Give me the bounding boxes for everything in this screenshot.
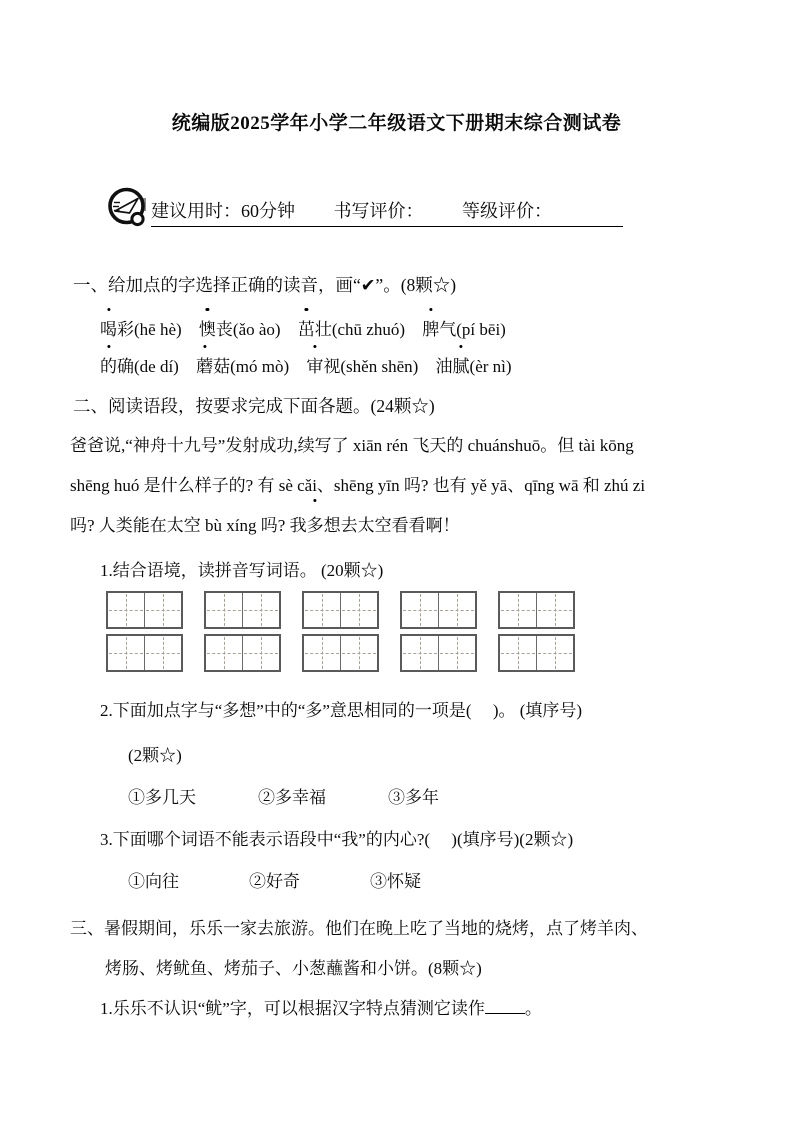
dotted-char: 蘑 xyxy=(196,352,213,377)
timer-paper-plane-icon xyxy=(106,185,150,234)
option-item: ①向往 xyxy=(128,872,179,891)
writing-grid-cell[interactable] xyxy=(500,636,536,670)
suggested-time-label: 建议用时：60分钟 xyxy=(151,201,295,221)
passage-line-3: 吗? 人类能在太空 bù xíng 吗? 我多想去太空看看啊！ xyxy=(70,506,730,546)
writing-grid-box[interactable] xyxy=(302,591,379,629)
paper-title: 统编版2025学年小学二年级语文下册期末综合测试卷 xyxy=(171,113,622,134)
q1-label: 1.结合语境，读拼音写词语。 (20颗☆) xyxy=(100,561,384,580)
pinyin-word: 茁壮(chū zhuó) xyxy=(298,315,405,340)
writing-grid-cell[interactable] xyxy=(438,636,475,670)
writing-grid-cell[interactable] xyxy=(340,636,377,670)
writing-grid-cell[interactable] xyxy=(304,636,340,670)
dotted-char: 腻 xyxy=(453,352,470,377)
paper-header-row xyxy=(106,185,793,227)
handwriting-rating-label: 书写评价： xyxy=(333,201,424,221)
dotted-char: 多 xyxy=(307,506,324,546)
q3-options xyxy=(128,867,793,892)
writing-grid-cell[interactable] xyxy=(206,593,242,627)
dotted-char: 懊 xyxy=(199,315,216,340)
writing-grid-cell[interactable] xyxy=(500,593,536,627)
dotted-char: 脾 xyxy=(422,315,439,340)
q2-label: 2.下面加点字与“多想”中的“多”意思相同的一项是( )。 (填序号) xyxy=(100,701,583,720)
pinyin-word: 的确(de dí) xyxy=(100,352,179,377)
pinyin-word: 油腻(èr nì) xyxy=(436,352,512,377)
writing-grid-cell[interactable] xyxy=(340,593,377,627)
q2-score: (2颗☆) xyxy=(128,746,182,765)
answer-blank-line[interactable] xyxy=(485,996,525,1014)
writing-grid-cell[interactable] xyxy=(242,593,279,627)
writing-grid-box[interactable] xyxy=(204,634,281,672)
option-item: ①多几天 xyxy=(128,788,196,807)
pinyin-word: 喝彩(hē hè) xyxy=(100,315,182,340)
writing-grid-cell[interactable] xyxy=(108,593,144,627)
writing-grid-cell[interactable] xyxy=(144,593,181,627)
writing-grid-box[interactable] xyxy=(302,634,379,672)
writing-grid-box[interactable] xyxy=(400,634,477,672)
passage-line-1: 爸爸说,“神舟十九号”发射成功,续写了 xiān rén 飞天的 chuánshuō。但 tài kōng xyxy=(70,436,634,455)
writing-grid-box[interactable] xyxy=(106,591,183,629)
section1-heading: 一、给加点的字选择正确的读音，画“✔”。(8颗☆) xyxy=(73,275,457,295)
writing-grid-cell[interactable] xyxy=(402,593,438,627)
writing-grid-box[interactable] xyxy=(498,634,575,672)
writing-grid-cell[interactable] xyxy=(438,593,475,627)
header-underline xyxy=(151,197,623,227)
pinyin-word: 审视(shěn shēn) xyxy=(306,352,418,377)
writing-grid-box[interactable] xyxy=(498,591,575,629)
passage-line-2: shēng huó 是什么样子的? 有 sè cǎi、shēng yīn 吗? 也有 yě yā、qīng wā 和 zhú zi xyxy=(70,476,646,495)
writing-grid-box[interactable] xyxy=(106,634,183,672)
section3-heading-line2: 烤肠、烤鱿鱼、烤茄子、小葱蘸酱和小饼。(8颗☆) xyxy=(105,959,482,978)
writing-grid-cell[interactable] xyxy=(108,636,144,670)
writing-grid-cell[interactable] xyxy=(242,636,279,670)
writing-grid-cell[interactable] xyxy=(206,636,242,670)
dotted-char: 茁 xyxy=(298,315,315,340)
writing-grid-box[interactable] xyxy=(204,591,281,629)
grade-rating-label: 等级评价： xyxy=(462,201,552,221)
writing-grid-cell[interactable] xyxy=(402,636,438,670)
section2-heading: 二、阅读语段，按要求完成下面各题。(24颗☆) xyxy=(73,396,435,416)
dotted-char: 审 xyxy=(306,352,323,377)
writing-grid-cell[interactable] xyxy=(304,593,340,627)
writing-grid-row-1 xyxy=(106,591,793,629)
pinyin-row-2 xyxy=(100,340,793,377)
writing-grid-cell[interactable] xyxy=(144,636,181,670)
q3-label: 3.下面哪个词语不能表示语段中“我”的内心?( )(填序号)(2颗☆) xyxy=(100,830,574,849)
pinyin-row-1 xyxy=(100,303,793,340)
q2-options xyxy=(128,783,793,808)
reading-passage xyxy=(70,426,730,546)
pinyin-word: 懊丧(ǎo ào) xyxy=(199,315,281,340)
writing-grid-cell[interactable] xyxy=(536,593,573,627)
section1-word-list xyxy=(100,303,793,377)
writing-grid-cell[interactable] xyxy=(536,636,573,670)
writing-grid-row-2 xyxy=(106,634,793,672)
pinyin-word: 脾气(pí bēi) xyxy=(422,315,506,340)
writing-grid-box[interactable] xyxy=(400,591,477,629)
dotted-char: 喝 xyxy=(100,315,117,340)
option-item: ③多年 xyxy=(388,788,439,807)
dotted-char: 的 xyxy=(100,352,117,377)
option-item: ③怀疑 xyxy=(370,872,421,891)
pinyin-word: 蘑菇(mó mò) xyxy=(196,352,289,377)
option-item: ②多幸福 xyxy=(258,788,326,807)
option-item: ②好奇 xyxy=(249,872,300,891)
writing-grid-area xyxy=(106,591,793,672)
section3-heading-line1: 三、暑假期间，乐乐一家去旅游。他们在晚上吃了当地的烧烤，点了烤羊肉、 xyxy=(70,919,648,938)
section3-q1: 1.乐乐不认识“鱿”字，可以根据汉字特点猜测它读作 。 xyxy=(100,994,793,1019)
